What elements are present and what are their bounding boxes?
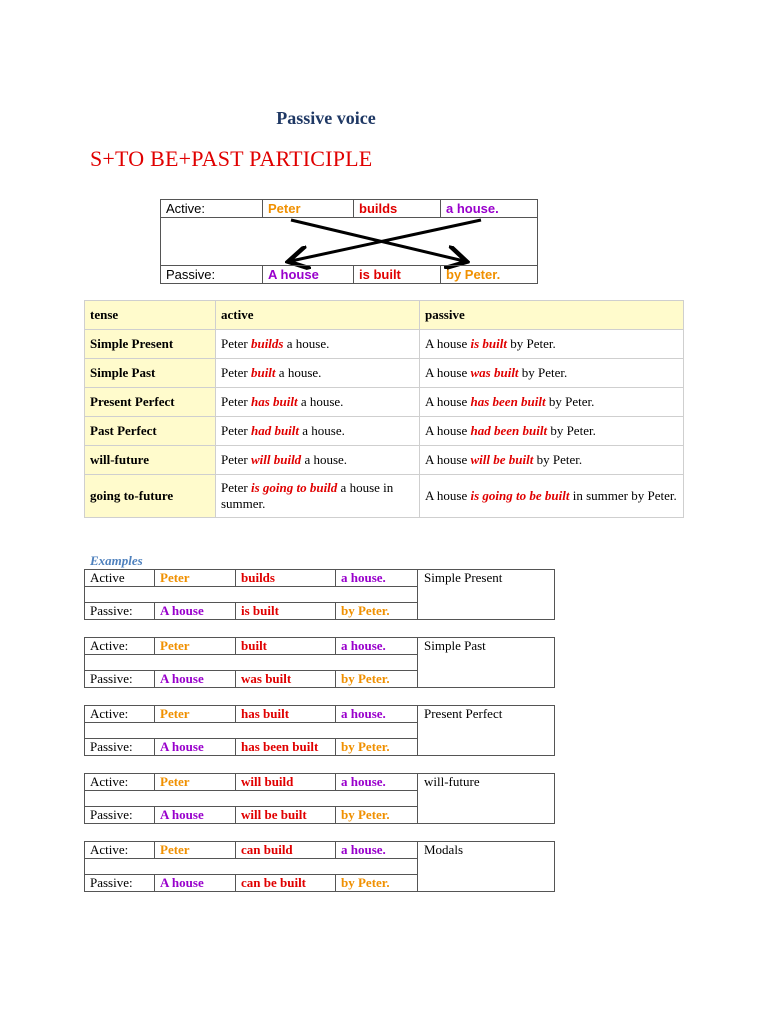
example-passive-verb: will be built — [236, 807, 336, 823]
diagram-active-verb: builds — [354, 200, 441, 217]
diagram-active-subject: Peter — [263, 200, 354, 217]
example-passive-verb: was built — [236, 671, 336, 687]
example-active-subject: Peter — [155, 774, 236, 790]
example-tense-label: Present Perfect — [424, 706, 503, 721]
example-active-label: Active — [85, 570, 155, 586]
active-cell: Peter builds a house. — [216, 330, 420, 359]
tense-cell: going to-future — [85, 475, 216, 518]
example-passive-row — [85, 874, 417, 891]
example-active-verb: has built — [236, 706, 336, 722]
example-box — [84, 637, 555, 688]
example-active-label: Active: — [85, 706, 155, 722]
example-tense-label: will-future — [424, 774, 480, 789]
formula-heading: S+TO BE+PAST PARTICIPLE — [90, 146, 373, 171]
passive-cell: A house was built by Peter. — [420, 359, 684, 388]
example-passive-label: Passive: — [85, 671, 155, 687]
header-active: active — [216, 301, 420, 330]
table-row — [85, 359, 684, 388]
diagram-passive-agent: by Peter. — [446, 267, 501, 282]
example-passive-verb: has been built — [236, 739, 336, 755]
table-row — [85, 330, 684, 359]
example-passive-agent: by Peter. — [341, 807, 390, 822]
example-active-label: Active: — [85, 638, 155, 654]
tense-table — [84, 300, 684, 518]
example-passive-row — [85, 602, 417, 619]
table-row — [85, 417, 684, 446]
example-box — [84, 569, 555, 620]
example-tense-label: Modals — [424, 842, 463, 857]
diagram-passive-row — [161, 265, 537, 283]
header-passive: passive — [420, 301, 684, 330]
passive-cell: A house is going to be built in summer by Peter. — [420, 475, 684, 518]
passive-cell: A house has been built by Peter. — [420, 388, 684, 417]
examples-label: Examples — [90, 553, 143, 568]
example-active-label: Active: — [85, 842, 155, 858]
table-header-row — [85, 301, 684, 330]
example-passive-verb: is built — [236, 603, 336, 619]
example-passive-label: Passive: — [85, 807, 155, 823]
active-cell: Peter had built a house. — [216, 417, 420, 446]
example-box — [84, 773, 555, 824]
example-box — [84, 841, 555, 892]
tense-cell: Simple Present — [85, 330, 216, 359]
passive-cell: A house had been built by Peter. — [420, 417, 684, 446]
active-cell: Peter will build a house. — [216, 446, 420, 475]
example-passive-agent: by Peter. — [341, 739, 390, 754]
table-row — [85, 388, 684, 417]
example-active-row — [85, 570, 417, 587]
example-passive-agent: by Peter. — [341, 671, 390, 686]
example-active-row — [85, 638, 417, 655]
example-active-object: a house. — [341, 842, 386, 857]
example-passive-agent: by Peter. — [341, 875, 390, 890]
example-passive-row — [85, 738, 417, 755]
page-title: Passive voice — [276, 108, 376, 128]
example-active-subject: Peter — [155, 570, 236, 586]
example-active-object: a house. — [341, 638, 386, 653]
table-row — [85, 446, 684, 475]
example-active-object: a house. — [341, 706, 386, 721]
example-active-object: a house. — [341, 570, 386, 585]
example-passive-row — [85, 806, 417, 823]
example-active-verb: can build — [236, 842, 336, 858]
example-active-row — [85, 774, 417, 791]
example-active-subject: Peter — [155, 706, 236, 722]
example-active-row — [85, 706, 417, 723]
tense-cell: will-future — [85, 446, 216, 475]
tense-cell: Past Perfect — [85, 417, 216, 446]
example-passive-subject: A house — [155, 807, 236, 823]
example-passive-label: Passive: — [85, 875, 155, 891]
active-cell: Peter is going to build a house in summer. — [216, 475, 420, 518]
passive-cell: A house is built by Peter. — [420, 330, 684, 359]
active-cell: Peter has built a house. — [216, 388, 420, 417]
example-active-subject: Peter — [155, 638, 236, 654]
passive-cell: A house will be built by Peter. — [420, 446, 684, 475]
active-cell: Peter built a house. — [216, 359, 420, 388]
example-active-verb: builds — [236, 570, 336, 586]
example-active-verb: will build — [236, 774, 336, 790]
example-passive-label: Passive: — [85, 739, 155, 755]
example-tense-label: Simple Present — [424, 570, 503, 585]
diagram-passive-subject: A house — [263, 266, 354, 283]
example-passive-verb: can be built — [236, 875, 336, 891]
example-passive-agent: by Peter. — [341, 603, 390, 618]
example-active-subject: Peter — [155, 842, 236, 858]
example-active-object: a house. — [341, 774, 386, 789]
tense-cell: Simple Past — [85, 359, 216, 388]
example-active-verb: built — [236, 638, 336, 654]
example-passive-subject: A house — [155, 875, 236, 891]
table-row — [85, 475, 684, 518]
diagram-passive-label: Passive: — [161, 266, 263, 283]
tense-cell: Present Perfect — [85, 388, 216, 417]
example-active-label: Active: — [85, 774, 155, 790]
diagram-active-object: a house. — [446, 201, 499, 216]
example-passive-label: Passive: — [85, 603, 155, 619]
active-passive-diagram — [160, 199, 538, 284]
example-passive-subject: A house — [155, 603, 236, 619]
diagram-passive-verb: is built — [354, 266, 441, 283]
example-passive-subject: A house — [155, 739, 236, 755]
example-passive-subject: A house — [155, 671, 236, 687]
example-box — [84, 705, 555, 756]
example-passive-row — [85, 670, 417, 687]
example-tense-label: Simple Past — [424, 638, 486, 653]
header-tense: tense — [85, 301, 216, 330]
diagram-active-label: Active: — [161, 200, 263, 217]
example-active-row — [85, 842, 417, 859]
